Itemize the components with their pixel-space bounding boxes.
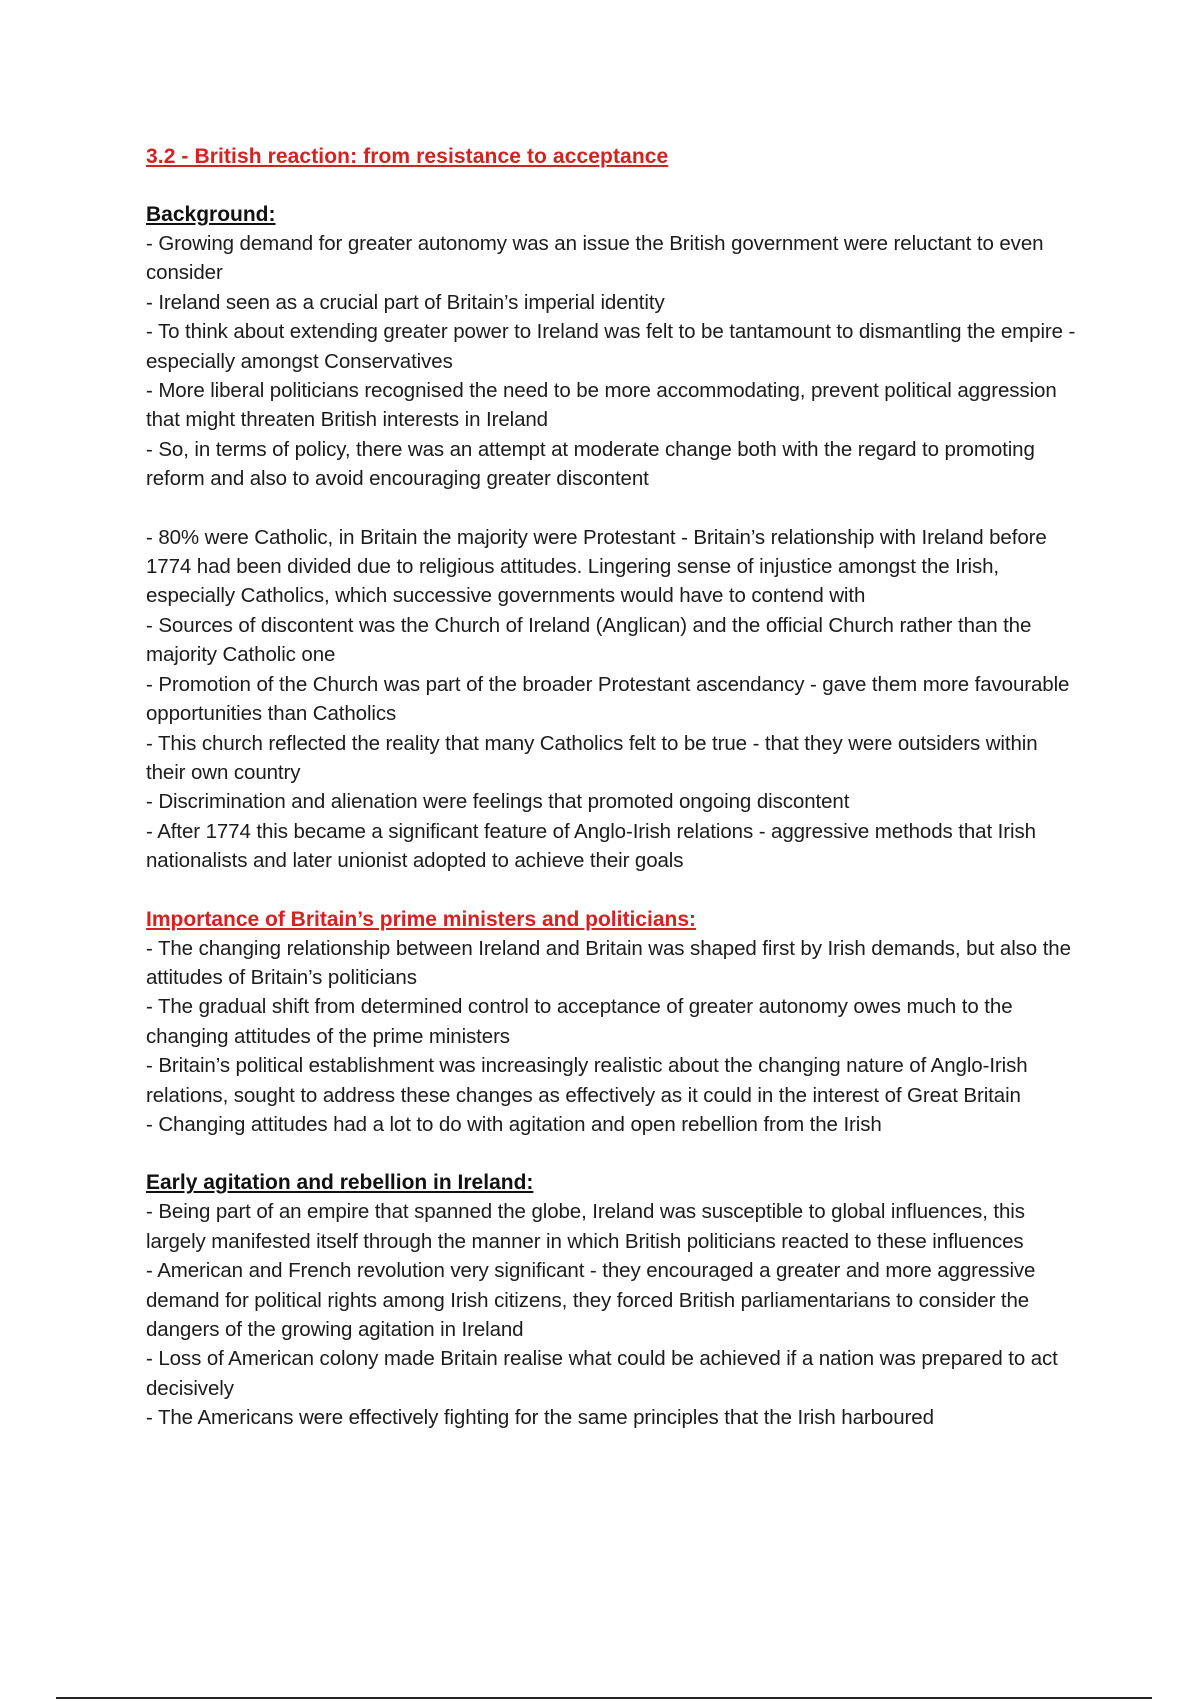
- bullet-paragraph: - Being part of an empire that spanned the globe, Ireland was susceptible to global influences, this largely manifested itself through the manner in which British politicians reacted to these influences: [146, 1200, 1025, 1253]
- bullet-paragraph: - Britain’s political establishment was increasingly realistic about the changing nature of Anglo-Irish relations, sought to address these changes as effectively as it could in the interest of Great Britain: [146, 1054, 1028, 1107]
- bullet-paragraph: - Growing demand for greater autonomy was an issue the British government were reluctant to even consider: [146, 232, 1044, 285]
- bullet-paragraph: - This church reflected the reality that many Catholics felt to be true - that they were outsiders within their own country: [146, 731, 1038, 784]
- bullet-paragraph: - To think about extending greater power to Ireland was felt to be tantamount to dismantling the empire - especially amongst Conservatives: [146, 320, 1076, 373]
- spacer: [146, 876, 1081, 905]
- bullet-paragraph: - Discrimination and alienation were feelings that promoted ongoing discontent: [146, 790, 850, 814]
- page-title: 3.2 - British reaction: from resistance to acceptance: [146, 145, 669, 168]
- bullet-paragraph: - American and French revolution very significant - they encouraged a greater and more aggressive demand for political rights among Irish citizens, they forced British parliamentarians to consider the dangers of the growing agitation in Ireland: [146, 1259, 1036, 1341]
- bullet-paragraph: - Sources of discontent was the Church of Ireland (Anglican) and the official Church rather than the majority Catholic one: [146, 613, 1032, 667]
- bullet-paragraph: - After 1774 this became a significant feature of Anglo-Irish relations - aggressive methods that Irish nationalists and later unionist adopted to achieve their goals: [146, 819, 1036, 873]
- bullet-paragraph: - Changing attitudes had a lot to do with agitation and open rebellion from the Irish: [146, 1112, 882, 1136]
- page-bottom-divider: [56, 1697, 1152, 1699]
- bullet-paragraph: - The Americans were effectively fighting for the same principles that the Irish harboured: [146, 1406, 934, 1430]
- bullet-paragraph: - Ireland seen as a crucial part of Britain’s imperial identity: [146, 290, 665, 314]
- bullet-paragraph: - Loss of American colony made Britain realise what could be achieved if a nation was prepared to act decisively: [146, 1347, 1058, 1400]
- bullet-paragraph: - So, in terms of policy, there was an attempt at moderate change both with the regard to promoting reform and also to avoid encouraging greater discontent: [146, 437, 1035, 491]
- bullet-paragraph: - More liberal politicians recognised the need to be more accommodating, prevent political aggression that might threaten British interests in Ireland: [146, 379, 1057, 432]
- bullet-paragraph: - 80% were Catholic, in Britain the majority were Protestant - Britain’s relationship with Ireland before 1774 had been divided due to religious attitudes. Lingering sense of injustice amongst the Irish, especially Catholics, which successive governments would have to contend with: [146, 525, 1047, 608]
- spacer: [146, 494, 1081, 523]
- bullet-paragraph: - The gradual shift from determined control to acceptance of greater autonomy owes much to the changing attitudes of the prime ministers: [146, 995, 1013, 1048]
- document-page: [146, 142, 1081, 1433]
- spacer: [146, 171, 1081, 200]
- bullet-paragraph: - Promotion of the Church was part of the broader Protestant ascendancy - gave them more favourable opportunities than Catholics: [146, 672, 1070, 726]
- bullet-paragraph: - The changing relationship between Ireland and Britain was shaped first by Irish demands, but also the attitudes of Britain’s politicians: [146, 936, 1071, 989]
- spacer: [146, 1139, 1081, 1168]
- section-heading-importance: Importance of Britain’s prime ministers and politicians:: [146, 907, 696, 931]
- section-heading-background: Background:: [146, 203, 276, 226]
- section-heading-early-agitation: Early agitation and rebellion in Ireland:: [146, 1171, 534, 1195]
